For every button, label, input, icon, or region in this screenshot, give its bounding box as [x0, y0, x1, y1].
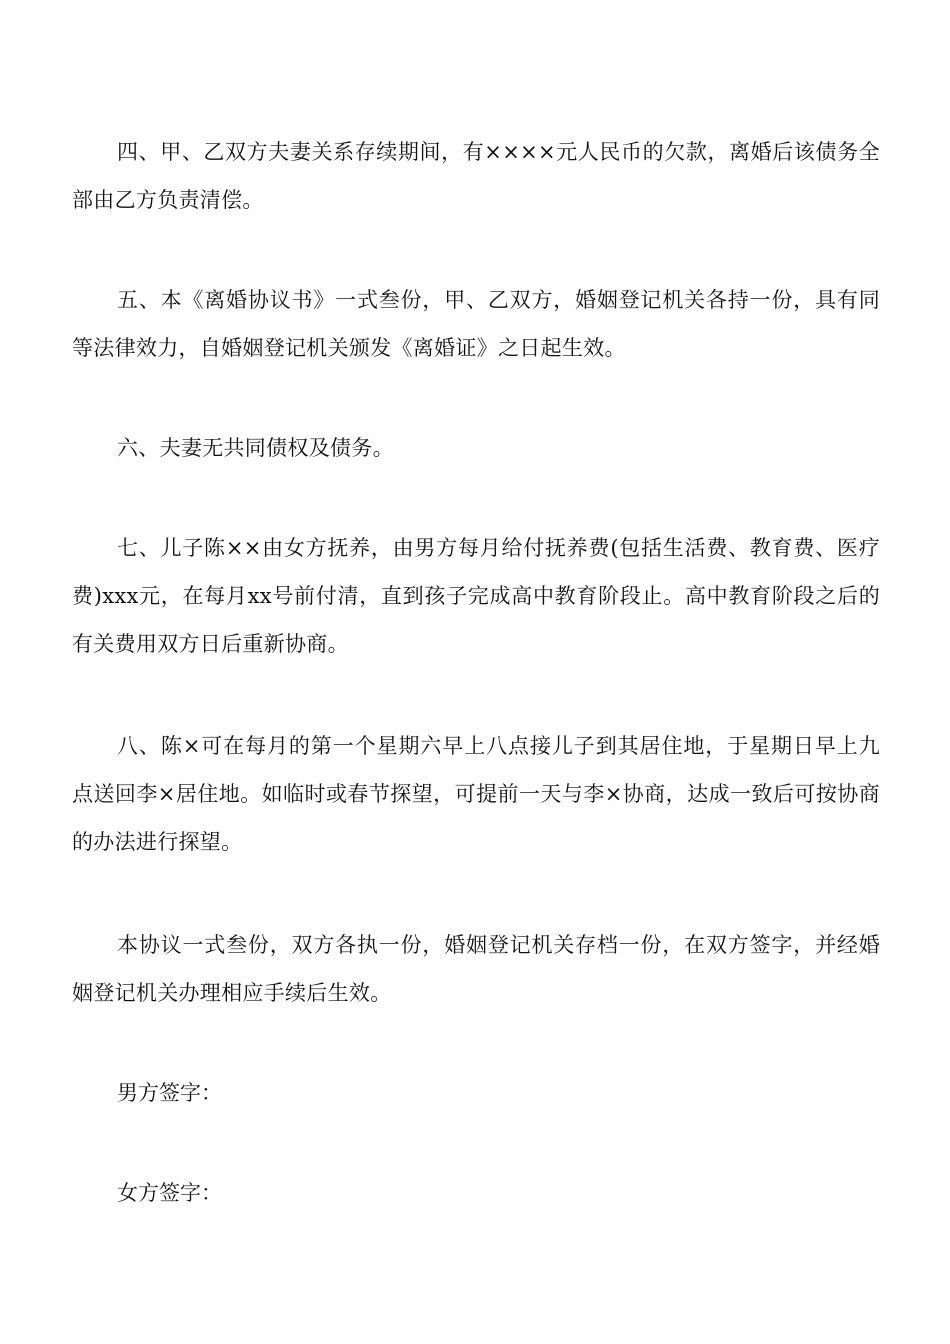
clause-8-visitation: 八、陈×可在每月的第一个星期六早上八点接儿子到其居住地，于星期日早上九点送回李×居住地。如临时或春节探望，可提前一天与李×协商，达成一致后可按协商的办法进行探望。 — [72, 734, 880, 854]
clause-6-no-joint-debt: 六、夫妻无共同债权及债务。 — [117, 436, 394, 460]
clause-7-child-support: 七、儿子陈××由女方抚养，由男方每月给付抚养费(包括生活费、教育费、医疗费)xxx元，在每月xx号前付清，直到孩子完成高中教育阶段止。高中教育阶段之后的有关费用双方日后重新协商。 — [72, 536, 880, 656]
clause-5-copies: 五、本《离婚协议书》一式叁份，甲、乙双方，婚姻登记机关各持一份，具有同等法律效力，自婚姻登记机关颁发《离婚证》之日起生效。 — [72, 288, 880, 360]
male-signature-label: 男方签字： — [117, 1081, 222, 1105]
female-signature-label: 女方签字： — [117, 1181, 222, 1205]
clause-4-debt: 四、甲、乙双方夫妻关系存续期间，有××××元人民币的欠款，离婚后该债务全部由乙方负责清偿。 — [72, 140, 880, 212]
agreement-effect-paragraph: 本协议一式叁份，双方各执一份，婚姻登记机关存档一份，在双方签字，并经婚姻登记机关办理相应手续后生效。 — [72, 933, 880, 1005]
